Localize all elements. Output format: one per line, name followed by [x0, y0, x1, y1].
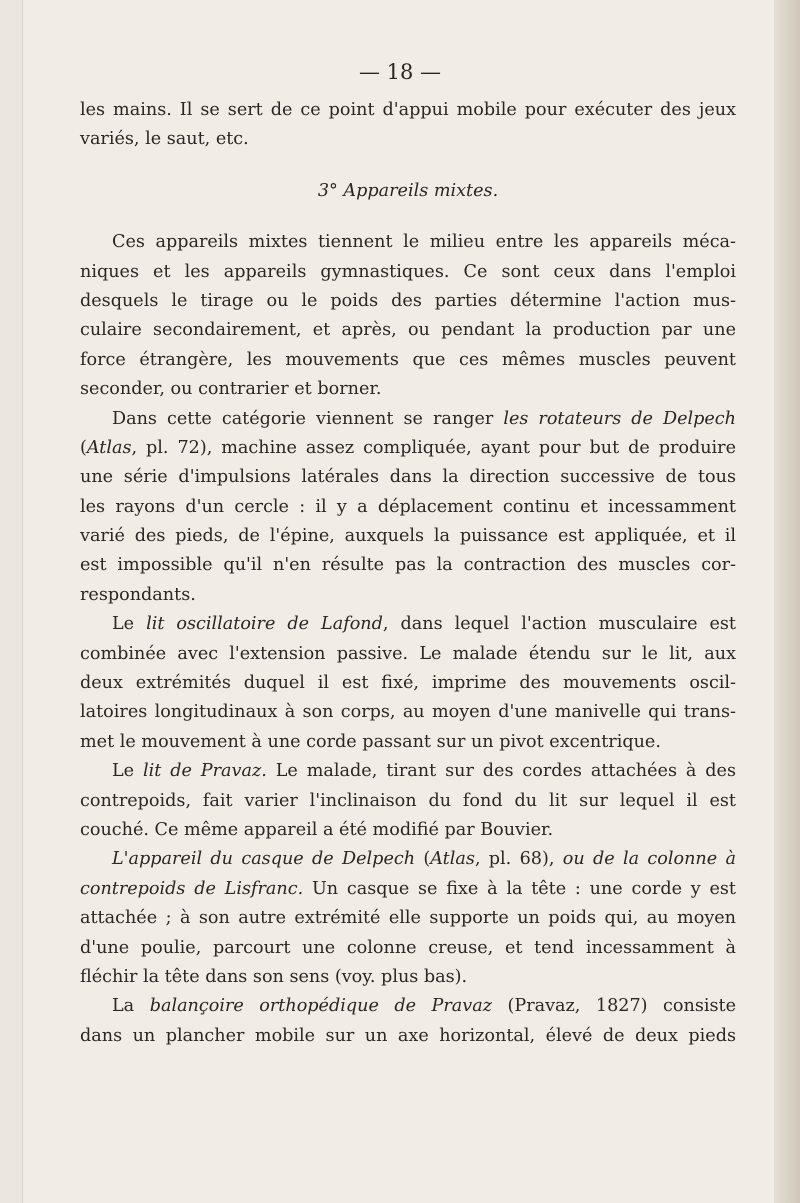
text-line: deux extrémités duquel il est fixé, imprime des mouvements oscil-	[80, 673, 736, 694]
text-line: force étrangère, les mouvements que ces mêmes muscles peuvent	[80, 349, 736, 370]
text-line: contrepoids, fait varier l'inclinaison du fond du lit sur lequel il est	[80, 790, 736, 811]
text-line: latoires longitudinaux à son corps, au moyen d'une manivelle qui trans-	[80, 702, 736, 723]
text-line: met le mouvement à une corde passant sur un pivot excentrique.	[80, 731, 661, 752]
text-line: couché. Ce même appareil a été modifié par Bouvier.	[80, 819, 554, 840]
text-line: niques et les appareils gymnastiques. Ce sont ceux dans l'emploi	[80, 261, 736, 282]
text-line: Le lit de Pravaz. Le malade, tirant sur des cordes attachées à des	[112, 761, 736, 782]
text-line: fléchir la tête dans son sens (voy. plus bas).	[80, 966, 468, 987]
text-line: une série d'impulsions latérales dans la direction successive de tous	[80, 467, 736, 488]
text-line: respondants.	[80, 584, 196, 605]
text-line: est impossible qu'il n'en résulte pas la contraction des muscles cor-	[80, 555, 736, 576]
section-heading: 3° Appareils mixtes.	[317, 180, 499, 201]
text-line: L'appareil du casque de Delpech (Atlas, pl. 68), ou de la colonne à	[112, 849, 736, 870]
text-line: Le lit oscillatoire de Lafond, dans lequel l'action musculaire est	[112, 614, 736, 635]
text-line: attachée ; à son autre extrémité elle supporte un poids qui, au moyen	[80, 908, 736, 929]
text-line: culaire secondairement, et après, ou pendant la production par une	[80, 320, 736, 341]
text-line: les mains. Il se sert de ce point d'appui mobile pour exécuter des jeux	[80, 100, 736, 120]
text-line: contrepoids de Lisfranc. Un casque se fixe à la tête : une corde y est	[80, 878, 736, 899]
page-edge	[774, 0, 800, 1203]
text-line: (Atlas, pl. 72), machine assez compliquée, ayant pour but de produire	[80, 437, 736, 458]
text-line: d'une poulie, parcourt une colonne creuse, et tend incessamment à	[80, 937, 736, 958]
text-line: Dans cette catégorie viennent se ranger les rotateurs de Delpech	[112, 408, 736, 429]
text-line: seconder, ou contrarier et borner.	[80, 379, 382, 400]
page-number: — 18 —	[358, 60, 442, 84]
text-line: combinée avec l'extension passive. Le malade étendu sur le lit, aux	[80, 643, 736, 664]
text-line: variés, le saut, etc.	[80, 129, 249, 150]
body-text	[80, 96, 736, 1051]
text-line: Ces appareils mixtes tiennent le milieu entre les appareils méca-	[112, 232, 736, 253]
text-line: desquels le tirage ou le poids des parties détermine l'action mus-	[80, 290, 736, 311]
text-line: La balançoire orthopédique de Pravaz (Pravaz, 1827) consiste	[112, 996, 737, 1017]
text-line: varié des pieds, de l'épine, auxquels la puissance est appliquée, et il	[80, 526, 736, 547]
text-line: dans un plancher mobile sur un axe horizontal, élevé de deux pieds	[80, 1025, 736, 1046]
text-line: les rayons d'un cercle : il y a déplacement continu et incessamment	[80, 496, 736, 517]
